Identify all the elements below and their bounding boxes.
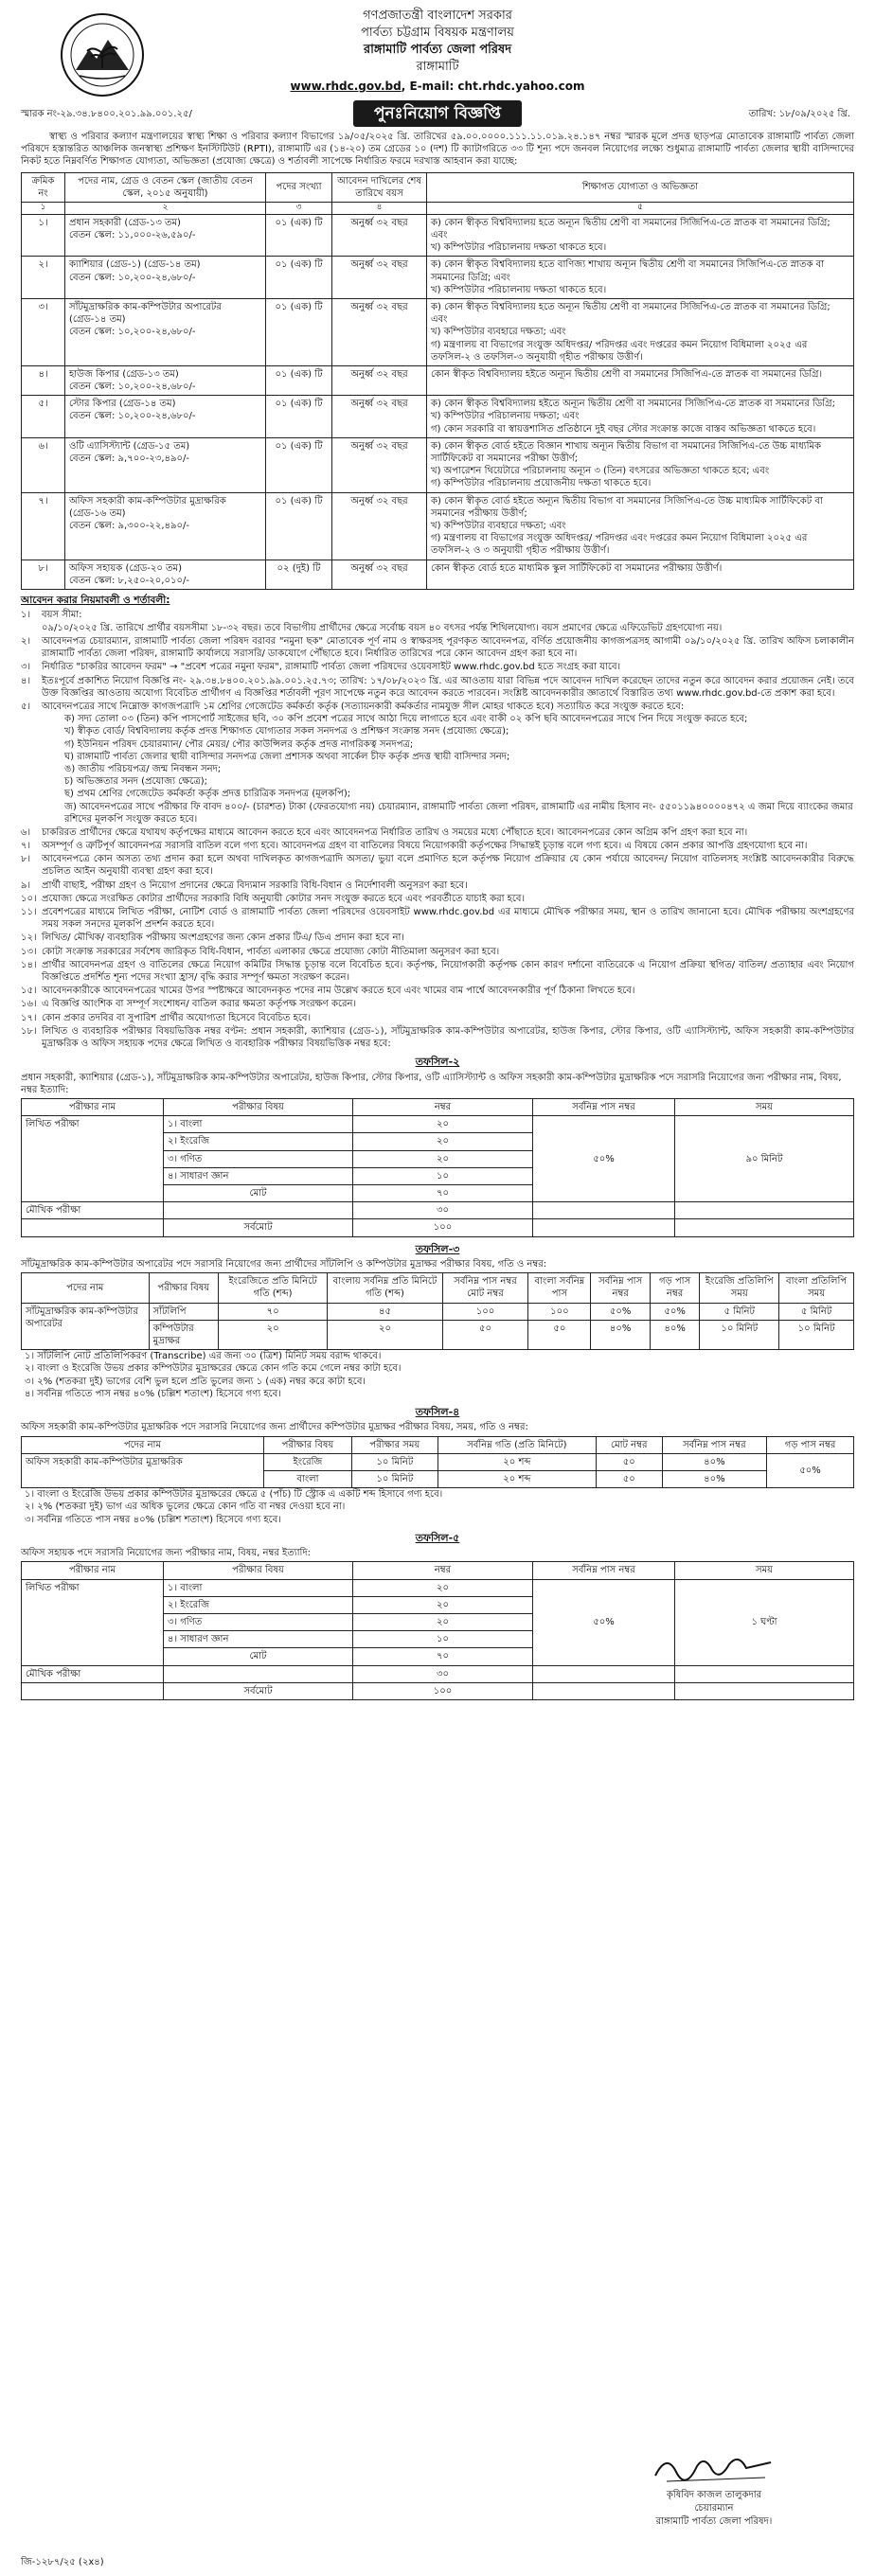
qualification-line: খ) কম্পিউটার পরিচালনায় দক্ষতা থাকতে হবে। bbox=[431, 284, 607, 295]
t2-marks: ২০ bbox=[353, 1116, 533, 1133]
rule-text: চাকরিরত প্রার্থীদের ক্ষেত্রে যথাযথ কর্তৃপক্ষের মাধ্যমে আবেদন করতে হবে এবং আবেদনপত্র নির্ধারিত তারিখ ও সময়ের মধ্যে পৌঁছাতে হবে। আবেদনপত্রের কোন অগ্রিম কপি গ্রহণ করা হবে না। bbox=[42, 826, 748, 838]
tofsil4-desc: অফিস সহকারী কাম-কম্পিউটার মুদ্রাক্ষরিক পদে সরাসরি নিয়োগের জন্য প্রার্থীদের কম্পিউটার মুদ্রাক্ষর পরীক্ষার বিষয়, সময়, গতি ও নম্বর: bbox=[21, 1422, 528, 1433]
rule-text: আবেদনপত্র চেয়ারম্যান, রাঙ্গামাটি পার্বত্য জেলা পরিষদ বরাবর "নমুনা ছক" মোতাবেক পূর্ণ নাম ও স্বাক্ষরসহ পূরণকৃত আবেদনপত্র, বর্ণিত প্রয়োজনীয় কাগজপত্রসহ আগামী ০৯/১০/২০২৫ খ্রি. তারিখ অফিস চলাকালীন রাঙ্গামাটি পার্বত্য জেলা পরিষদ, রাঙ্গামাটি কার্যালয়ে সরাসরি/ ডাকযোগে পৌঁছাতে হবে। নির্ধারিত তারিখের পরে কোন আবেদন গ্রহণ করা হবে না। bbox=[42, 636, 854, 660]
document-item: ছ) প্রথম শ্রেণির গেজেটেড কর্মকর্তা কর্তৃক প্রদত্ত চারিত্রিক সনদপত্র (মূলকপি); bbox=[64, 789, 351, 800]
col-number: ৫ bbox=[427, 202, 854, 214]
row-sl: ২। bbox=[22, 257, 65, 299]
t4-header: পরীক্ষার বিষয় bbox=[263, 1436, 351, 1453]
rule-text: প্রার্থীর আবেদনপত্র গ্রহণ ও বাতিলের ক্ষেত্রে নিয়োগ কমিটির সিদ্ধান্ত চূড়ান্ত বলে বিবেচিত হবে। কর্তৃপক্ষ, নিয়োগকারী কর্তৃপক্ষ কোন কারণ দর্শানো ব্যতিরেকে এ নিয়োগ প্রক্রিয়া স্থগিত/ বাতিল/ প্রত্যাহার এবং নিয়োগ বিজ্ঞপ্তিতে প্রদর্শিত শূন্য পদের সংখ্যা হ্রাস/ বৃদ্ধি করার সম্পূর্ণ ক্ষমতা সংরক্ষণ করেন। bbox=[42, 959, 854, 983]
rule-text: আবেদনকারীকে আবেদনপত্রের খামের উপর স্পষ্টাক্ষরে আবেদনকৃত পদের নাম উল্লেখ করতে হবে এবং খামের বাম পার্শ্বে আবেদনকারীর পূর্ণ ঠিকানা লিখতে হবে। bbox=[42, 986, 635, 997]
post-name: প্রধান সহকারী (গ্রেড-১৩ তম) bbox=[69, 217, 181, 228]
rule-number: ২। bbox=[21, 636, 31, 648]
qualification-line: ক) কোন স্বীকৃত বিশ্ববিদ্যালয় হইতে অন্যূন দ্বিতীয় শ্রেণী বা সমমানের সিজিপিএ-তে স্নাতক বা সমমানের ডিগ্রি; bbox=[431, 399, 835, 410]
post-name: অফিস সহকারী কাম-কম্পিউটার মুদ্রাক্ষরিক (গ্রেড-১৬ তম) bbox=[69, 495, 226, 519]
t2-subject: ১। বাংলা bbox=[164, 1116, 353, 1133]
t3-note: ১। সাঁটলিপি নোট প্রতিলিপিকরণ (Transcribe) এর জন্য ৩০ (ত্রিশ) মিনিট সময় বরাদ্দ থাকবে। bbox=[25, 1351, 382, 1362]
post-name: সাঁটমুদ্রাক্ষরিক কাম-কম্পিউটার অপারেটর (গ্রেড-১৪ তম) bbox=[69, 301, 222, 326]
rule-text: আবেদনপত্রে কোন অসত্য তথ্য প্রদান করা হলে অথবা দাখিলকৃত কাগজপত্রাদি অসত্য/ ভুয়া বলে প্রমাণিত হলে কর্তৃপক্ষ নিয়োগ প্রক্রিয়ার যে কোন পর্যায়ে আবেদন/ নিয়োগ বাতিলসহ সংশ্লিষ্ট আবেদনকারীর বিরুদ্ধে প্রচলিত আইন অনুযায়ী ব্যবস্থা গ্রহণ করা হবে। bbox=[42, 854, 854, 878]
row-sl: ৩। bbox=[22, 298, 65, 365]
pay-scale: বেতন স্কেল: ৯,৭০০-২৩,৪৯০/- bbox=[69, 453, 189, 464]
t3-header: ইংরেজি প্রতিলিপি সময় bbox=[700, 1273, 779, 1303]
t5-oral-marks: ৩০ bbox=[353, 1665, 533, 1682]
tofsil2-heading: তফসিল-২ bbox=[415, 1056, 460, 1069]
t3-cell: কম্পিউটার মুদ্রাক্ষর bbox=[149, 1320, 218, 1349]
tofsil2-table bbox=[21, 1098, 854, 1237]
rule-number: ১৭। bbox=[21, 1012, 37, 1023]
t5-subject: ৪। সাধারণ জ্ঞান bbox=[164, 1631, 353, 1648]
t4-cell: ৫০ bbox=[597, 1453, 663, 1470]
t2-marks: ২০ bbox=[353, 1133, 533, 1150]
row-post bbox=[65, 298, 266, 365]
rule-number: ১৬। bbox=[21, 999, 37, 1010]
row-post bbox=[65, 560, 266, 589]
signatory-office: রাঙ্গামাটি পার্বত্য জেলা পরিষদ। bbox=[655, 2516, 773, 2527]
vacancy-row bbox=[22, 257, 854, 299]
t2-marks: ১০ bbox=[353, 1167, 533, 1184]
rule-number: ১৮। bbox=[21, 1025, 37, 1037]
col-number: ৩ bbox=[266, 202, 332, 214]
document-item: ঙ) জাতীয় পরিচয়পত্র/ জন্ম নিবন্ধন সনদ; bbox=[64, 763, 222, 774]
document-item: গ) ইউনিয়ন পরিষদ চেয়ারম্যান/ পৌর মেয়র/ পৌর কাউন্সিলর কর্তৃক প্রদত্ত নাগরিকত্ব সনদপত্র; bbox=[64, 738, 414, 750]
rule-item bbox=[21, 893, 854, 905]
rule-number: ৮। bbox=[21, 854, 31, 865]
tofsil3-heading: তফসিল-৩ bbox=[415, 1242, 460, 1255]
t5-subject: ১। বাংলা bbox=[164, 1579, 353, 1596]
row-count: ০১ (এক) টি bbox=[266, 492, 332, 560]
qualification-line: গ) কোন সরকারি বা স্বায়ত্তশাসিত প্রতিষ্ঠানে দুই বছর স্টোর সংক্রান্ত কাজে বাস্তব অভিজ্ঞতা থাকতে হবে। bbox=[431, 423, 816, 435]
qualification-line: গ) কম্পিউটার পরিচালনায় প্রয়োজনীয় দক্ষতা থাকতে হবে। bbox=[431, 478, 652, 489]
city-line: রাঙ্গামাটি bbox=[416, 60, 459, 74]
t2-h4: সময় bbox=[675, 1099, 854, 1116]
tofsil5-table bbox=[21, 1561, 854, 1700]
t4-cell: ১০ মিনিট bbox=[352, 1470, 438, 1487]
rule-item bbox=[21, 701, 854, 713]
t5-oral: মৌখিক পরীক্ষা bbox=[22, 1665, 164, 1682]
t5-h0: পরীক্ষার নাম bbox=[22, 1562, 164, 1579]
rule-text: আবেদনপত্রের সাথে নিম্নোক্ত কাগজপত্রাদি ১ম শ্রেণির গেজেটেড কর্মকর্তা কর্তৃক (সত্যায়নকারী কর্মকর্তার নামযুক্ত সীল মোহর থাকতে হবে) সত্যায়িত করে সংযুক্ত করতে হবে: bbox=[42, 702, 685, 713]
rule-number: ১১। bbox=[21, 907, 37, 918]
rule-number: ১০। bbox=[21, 893, 37, 904]
rule-number: ৭। bbox=[21, 841, 31, 852]
t3-cell: ৫০ bbox=[442, 1320, 527, 1349]
pay-scale: বেতন স্কেল: ১০,২০০-২৪,৬৮০/- bbox=[69, 411, 196, 422]
qualification-line: খ) কম্পিউটার ব্যবহারে দক্ষতা; এবং bbox=[431, 520, 566, 531]
rule-item bbox=[21, 675, 854, 700]
vacancy-row bbox=[22, 298, 854, 365]
row-qualification bbox=[427, 214, 854, 257]
rule-item bbox=[21, 959, 854, 984]
pay-scale: বেতন স্কেল: ১০,২০০-২৪,৬৮০/- bbox=[69, 382, 196, 393]
t3-cell: ৫০% bbox=[591, 1303, 650, 1320]
t5-h2: নম্বর bbox=[353, 1562, 533, 1579]
t5-h1: পরীক্ষার বিষয় bbox=[164, 1562, 353, 1579]
row-count: ০১ (এক) টি bbox=[266, 437, 332, 492]
t3-header: পদের নাম bbox=[22, 1273, 150, 1303]
t3-cell: ১০ মিনিট bbox=[779, 1320, 854, 1349]
t2-oral-marks: ৩০ bbox=[353, 1202, 533, 1219]
t5-written: লিখিত পরীক্ষা bbox=[22, 1579, 164, 1665]
row-sl: ১। bbox=[22, 214, 65, 257]
tofsil3-desc: সাঁটমুদ্রাক্ষরিক কাম-কম্পিউটার অপারেটর পদে সরাসরি নিয়োগের জন্য প্রার্থীদের সাঁটলিপি ও কম্পিউটার মুদ্রাক্ষর পরীক্ষার বিষয়, গতি ও নম্বর: bbox=[21, 1259, 547, 1270]
t3-cell: ৫০% bbox=[650, 1303, 699, 1320]
row-sl: ৮। bbox=[22, 560, 65, 589]
t5-marks: ২০ bbox=[353, 1579, 533, 1596]
t4-note: ২। ২% (শতকরা দুই) ভাগ এর অধিক ভুলের ক্ষেত্রে কোন গতি বা নম্বর দেওয়া হবে না। bbox=[25, 1501, 346, 1513]
t4-header: পদের নাম bbox=[22, 1436, 264, 1453]
qualification-line: ক) কোন স্বীকৃত বিশ্ববিদ্যালয় হতে অন্যূন দ্বিতীয় শ্রেণী বা সমমানের সিজিপিএ-তে স্নাতক বা সমমানের ডিগ্রি; এবং bbox=[431, 301, 830, 326]
rule-text: নির্ধারিত "চাকরির আবেদন ফরম" → "প্রবেশ পত্রের নমুনা ফরম", রাঙ্গামাটি পার্বত্য জেলা পরিষদের ওয়েবসাইট www.rhdc.gov.bd হতে সংগ্রহ করা যাবে। bbox=[42, 662, 621, 673]
row-count: ০১ (এক) টি bbox=[266, 214, 332, 257]
rule-item bbox=[21, 622, 854, 634]
signatory-name: কৃষিবিদ কাজল তালুকদার bbox=[666, 2490, 762, 2500]
t2-h3: সর্বনিম্ন পাস নম্বর bbox=[533, 1099, 675, 1116]
rule-number: ৩। bbox=[21, 662, 31, 673]
rule-item bbox=[21, 826, 854, 839]
tofsil4-table bbox=[21, 1436, 854, 1489]
t3-cell: ১০০ bbox=[528, 1303, 591, 1320]
rule-item bbox=[21, 985, 854, 997]
qualification-line: কোন স্বীকৃত বোর্ড হতে মাধ্যমিক স্কুল সার্টিফিকেট বা সমমানের পরীক্ষায় উত্তীর্ণ। bbox=[431, 562, 723, 574]
rule-item bbox=[21, 840, 854, 852]
qualification-line: ক) কোন স্বীকৃত বোর্ড হইতে বিজ্ঞান শাখায় অন্যূন দ্বিতীয় বিভাগ বা সমমানের সিজিপিএ-তে উচ্চ মাধ্যমিক সার্টিফিকেট বা সমমানের পরীক্ষা উত্তীর্ণ; bbox=[431, 440, 821, 464]
rule-item bbox=[21, 946, 854, 958]
rule-text: লিখিত/ মৌখিক/ ব্যবহারিক পরীক্ষায় অংশগ্রহণের জন্য কোন প্রকার টিএ/ ডিএ প্রদান করা হবে না। bbox=[42, 933, 404, 944]
t3-cell: ২০ bbox=[219, 1320, 328, 1349]
pay-scale: বেতন স্কেল: ১০,২০০-২৪,৬৮০/- bbox=[69, 272, 196, 283]
document-item: চ) অভিজ্ঞতার সনদ (প্রযোজ্য ক্ষেত্রে); bbox=[64, 776, 207, 788]
row-sl: ৬। bbox=[22, 437, 65, 492]
row-qualification bbox=[427, 298, 854, 365]
tofsil5-desc: অফিস সহায়ক পদে সরাসরি নিয়োগের জন্য পরীক্ষার নাম, বিষয়, নম্বর ইত্যাদি: bbox=[21, 1548, 312, 1559]
t2-h0: পরীক্ষার নাম bbox=[22, 1099, 164, 1116]
rule-text: এ বিজ্ঞপ্তি আংশিক বা সম্পূর্ণ সংশোধন/ বাতিল করার ক্ষমতা কর্তৃপক্ষ সংরক্ষণ করেন। bbox=[42, 999, 357, 1010]
row-post bbox=[65, 257, 266, 299]
t3-header: বাংলা প্রতিলিপি সময় bbox=[779, 1273, 854, 1303]
row-qualification bbox=[427, 257, 854, 299]
t2-oral: মৌখিক পরীক্ষা bbox=[22, 1202, 164, 1219]
t4-cell: ৪০% bbox=[662, 1470, 767, 1487]
t4-cell: ২০ শব্দ bbox=[438, 1453, 596, 1470]
row-qualification bbox=[427, 437, 854, 492]
row-age: অনুর্ধ্ব ৩২ বছর bbox=[332, 492, 427, 560]
col-qualification: শিক্ষাগত যোগ্যতা ও অভিজ্ঞতা bbox=[427, 172, 854, 202]
t4-cell: ৫০ bbox=[597, 1470, 663, 1487]
t2-h2: নম্বর bbox=[353, 1099, 533, 1116]
document-item: জ) আবেদনপত্রের সাথে পরীক্ষার ফি বাবদ ৪০০/- (চারশত) টাকা (ফেরতযোগ্য নয়) চেয়ারম্যান, রাঙ্গামাটি পার্বত্য জেলা পরিষদ, রাঙ্গামাটি এর নামীয় হিসাব নং- ৫৫০১১৯৪০০০০৪৭২ এ জমা দিয়ে ব্যাংকের জমার রশিদের মূলকপি সংযুক্ত করতে হবে। bbox=[64, 801, 853, 825]
pay-scale: বেতন স্কেল: ৯,৩০০-২২,৪৯০/- bbox=[69, 520, 189, 531]
row-count: ০১ (এক) টি bbox=[266, 396, 332, 438]
row-count: ০১ (এক) টি bbox=[266, 365, 332, 395]
pay-scale: বেতন স্কেল: ১০,২০০-২৪,৬৮০/- bbox=[69, 327, 196, 338]
t3-note: ২। বাংলা ও ইংরেজি উভয় প্রকার কম্পিউটার মুদ্রাক্ষরের ক্ষেত্রে কোন গতি কমে গেলে নম্বর কাটা হবে। bbox=[25, 1363, 402, 1375]
title-row bbox=[21, 100, 854, 127]
col-number: ১ bbox=[22, 202, 65, 214]
qualification-line: কোন স্বীকৃত বিশ্ববিদ্যালয় হইতে অন্যূন দ্বিতীয় শ্রেণী বা সমমানের সিজিপিএ-তে স্নাতক বা সমমানের ডিগ্রি। bbox=[431, 368, 823, 380]
vacancy-row bbox=[22, 365, 854, 395]
t3-cell: ১০০ bbox=[442, 1303, 527, 1320]
pay-scale: বেতন স্কেল: ৮,২৫০-২০,০১০/- bbox=[69, 575, 189, 586]
t5-h4: সময় bbox=[675, 1562, 854, 1579]
t5-marks: ১০ bbox=[353, 1631, 533, 1648]
col-count: পদের সংখ্যা bbox=[266, 172, 332, 202]
rule-number: ৬। bbox=[21, 826, 31, 838]
rule-text: লিখিত ও ব্যবহারিক পরীক্ষার বিষয়ভিত্তিক নম্বর বণ্টন: প্রধান সহকারী, ক্যাশিয়ার (গ্রেড-১), সাঁটমুদ্রাক্ষরিক কাম-কম্পিউটার অপারেটর, হাউজ কিপার, স্টোর কিপার, ওটি এ্যাসিস্ট্যান্ট, অফিস সহকারী কাম-কম্পিউটার মুদ্রাক্ষরিক ও অফিস সহায়ক পদের ক্ষেত্রে লিখিত ও ব্যবহারিক পরীক্ষার বিষয়ভিত্তিক নম্বর হবে: bbox=[42, 1025, 854, 1049]
row-post bbox=[65, 492, 266, 560]
rule-item bbox=[21, 635, 854, 660]
rule-text: অসম্পূর্ণ ও ত্রুটিপূর্ণ আবেদনপত্র সরাসরি বাতিল বলে গণ্য হবে। আবেদনপত্র গ্রহণ বা বাতিলের বিষয়ে নিয়োগকারী কর্তৃপক্ষের সিদ্ধান্তই চূড়ান্ত বলে গণ্য হবে। এ বিষয়ে কোন প্রকার আপত্তি গ্রহণযোগ্য হবে না। bbox=[42, 841, 808, 852]
rule-text: প্রযোজ্য ক্ষেত্রে সংরক্ষিত কোটার প্রার্থীদের সরকারি বিধি অনুযায়ী কোটার সনদ সংযুক্ত করতে হবে এবং পরবর্তীতে যাচাই করা হবে। bbox=[42, 893, 526, 904]
vacancy-row bbox=[22, 492, 854, 560]
row-qualification bbox=[427, 365, 854, 395]
t3-header: সর্বনিম্ন পাস নম্বর মোট নম্বর bbox=[442, 1273, 527, 1303]
t3-cell: ৫ মিনিট bbox=[779, 1303, 854, 1320]
vacancy-table bbox=[21, 172, 854, 590]
rules-heading: আবেদন করার নিয়মাবলী ও শর্তাবলী: bbox=[21, 594, 170, 606]
qualification-line: খ) কম্পিউটার পরিচালনায় দক্ষতা থাকতে হবে। bbox=[431, 242, 607, 254]
rule-text: কোন প্রকার তদবির বা সুপারিশ প্রার্থীর অযোগ্যতা হিসেবে বিবেচিত হবে। bbox=[42, 1012, 312, 1023]
qualification-line: ক) কোন স্বীকৃত বোর্ড হইতে অন্যূন দ্বিতীয় বিভাগ বা সমমানের সিজিপিএ-তে উচ্চ মাধ্যমিক সার্টিফিকেট বা সমমানের পরীক্ষায় উত্তীর্ণ; bbox=[431, 495, 823, 519]
footer-ref: জি-১২৮৭/২৫ (২x৪) bbox=[21, 2557, 104, 2567]
rule-number: ১। bbox=[21, 609, 31, 620]
t2-subject: ২। ইংরেজি bbox=[164, 1133, 353, 1150]
t4-header: সর্বনিম্ন পাস নম্বর bbox=[662, 1436, 767, 1453]
t3-note: ৪। সর্বনিম্ন গতিতে পাস নম্বর ৪০% (চল্লিশ শতাংশ) হিসেবে গণ্য হবে। bbox=[25, 1388, 281, 1399]
t5-total-label: মোট bbox=[164, 1648, 353, 1665]
rule-number bbox=[21, 622, 42, 634]
row-age: অনুর্ধ্ব ৩২ বছর bbox=[332, 437, 427, 492]
govt-line: গণপ্রজাতন্ত্রী বাংলাদেশ সরকার bbox=[363, 9, 512, 23]
t4-cell: ২০ শব্দ bbox=[438, 1470, 596, 1487]
contact-line bbox=[21, 80, 854, 95]
rule-text: ০৯/১০/২০২৫ খ্রি. তারিখে প্রার্থীর বয়সসীমা ১৮-৩২ বছর। তবে বিভাগীয় প্রার্থীদের ক্ষেত্রে সর্বোচ্চ বয়স ৪০ বৎসর পর্যন্ত শিথিলযোগ্য। বয়স প্রমাণের ক্ষেত্রে এফিডেভিট গ্রহণযোগ্য নয়। bbox=[42, 622, 723, 633]
tofsil2-desc: প্রধান সহকারী, ক্যাশিয়ার (গ্রেড-১), সাঁটমুদ্রাক্ষরিক কাম-কম্পিউটার অপারেটর, হাউজ কিপার, স্টোর কিপার, ওটি এ্যাসিস্ট্যান্ট ও অফিস সহকারী কাম-কম্পিউটার মুদ্রাক্ষরিক পদে সরাসরি নিয়োগের জন্য পরীক্ষার নাম, বিষয়, নম্বর ইত্যাদি: bbox=[21, 1072, 842, 1095]
row-sl: ৭। bbox=[22, 492, 65, 560]
t4-avg: ৫০% bbox=[767, 1453, 854, 1487]
vacancy-row bbox=[22, 437, 854, 492]
t2-h1: পরীক্ষার বিষয় bbox=[164, 1099, 353, 1116]
qualification-line: খ) কম্পিউটার পরিচালনায় দক্ষতা; এবং bbox=[431, 411, 580, 422]
t4-cell: বাংলা bbox=[263, 1470, 351, 1487]
vacancy-row bbox=[22, 396, 854, 438]
t5-time: ১ ঘণ্টা bbox=[675, 1579, 854, 1665]
row-qualification bbox=[427, 492, 854, 560]
rule-text: কোটা সংক্রান্ত সরকারের সর্বশেষ জারিকৃত বিধি-বিধান, পার্বত্য এলাকার ক্ষেত্রে প্রযোজ্য কোটা নীতিমালা অনুসরণ করা হবে। bbox=[42, 946, 500, 957]
qualification-line: খ) অপারেশন থিয়েটারে পরিচালনায় অন্যূন ৩ (তিন) বৎসরের অভিজ্ঞতা থাকতে হবে; এবং bbox=[431, 466, 770, 477]
col-sl: ক্রমিক নং bbox=[22, 172, 65, 202]
rule-text: ইতঃপূর্বে প্রকাশিত নিয়োগ বিজ্ঞপ্তি নং- ২৯.৩৪.৮৪০০.২০১.৯৯.০০১.২৫.৭৩; তারিখ: ১৭/০৮/২০২৩ খ্রি. এর আওতায় যারা বিভিন্ন পদে আবেদন দাখিল করেছেন তাদের নতুন করে আবেদন করার প্রয়োজন নেই। তবে উক্ত বিজ্ঞপ্তির আওতায় অযোগ্য বিবেচিত প্রার্থীগণ এ বিজ্ঞপ্তির শর্তাবলী পূরণ সাপেক্ষে নতুন করে আবেদন করতে পারবেন। সংশ্লিষ্ট আবেদনকারীর জ্ঞাতার্থে বিস্তারিত তথ্য www.rhdc.gov.bd-তে প্রকাশ করা হবে। bbox=[42, 675, 854, 699]
row-qualification bbox=[427, 396, 854, 438]
tofsil3-table bbox=[21, 1272, 854, 1350]
website-link[interactable]: www.rhdc.gov.bd bbox=[290, 80, 402, 93]
t3-header: বাংলা সর্বনিম্ন পাস bbox=[528, 1273, 591, 1303]
row-age: অনুর্ধ্ব ৩২ বছর bbox=[332, 214, 427, 257]
signatory-title: চেয়ারম্যান bbox=[694, 2503, 734, 2514]
t5-grand: ১০০ bbox=[353, 1682, 533, 1699]
row-count: ০১ (এক) টি bbox=[266, 298, 332, 365]
t3-cell: ৪৫ bbox=[328, 1303, 443, 1320]
row-count: ০১ (এক) টি bbox=[266, 257, 332, 299]
row-post bbox=[65, 214, 266, 257]
rule-text: প্রার্থী বাছাই, পরীক্ষা গ্রহণ ও নিয়োগ প্রদানের ক্ষেত্রে বিদ্যমান সরকারি বিধি-বিধান ও নির্দেশাবলী অনুসরণ করা হবে। bbox=[42, 879, 468, 891]
t5-grand-label: সর্বমোট bbox=[164, 1682, 353, 1699]
row-age: অনুর্ধ্ব ৩২ বছর bbox=[332, 396, 427, 438]
t4-header: গড় পাস নম্বর bbox=[767, 1436, 854, 1453]
col-age: আবেদন দাখিলের শেষ তারিখে বয়স bbox=[332, 172, 427, 202]
vacancy-row bbox=[22, 214, 854, 257]
t3-cell: ২০ bbox=[328, 1320, 443, 1349]
t3-cell: ৪০% bbox=[650, 1320, 699, 1349]
t3-cell: ৫০ bbox=[528, 1320, 591, 1349]
t2-grand: ১০০ bbox=[353, 1219, 533, 1236]
t3-note: ৩। ২% (শতকরা দুই) ভাগের বেশি ভুল হলে প্রতি ভুলের জন্য ১ (এক) নম্বর করে কাটা হবে। bbox=[25, 1376, 366, 1387]
signature-block bbox=[610, 2447, 818, 2529]
t4-cell: ইংরেজি bbox=[263, 1453, 351, 1470]
row-qualification bbox=[427, 560, 854, 589]
notice-title: পুনঃনিয়োগ বিজ্ঞপ্তি bbox=[353, 100, 522, 127]
t3-header: ইংরেজিতে প্রতি মিনিটে গতি (শব্দ) bbox=[219, 1273, 328, 1303]
t5-marks: ২০ bbox=[353, 1613, 533, 1630]
document-item: খ) স্বীকৃত বোর্ড/ বিশ্ববিদ্যালয় কর্তৃক প্রদত্ত শিক্ষাগত যোগ্যতার সকল সনদপত্র ও প্রশিক্ষণ সংক্রান্ত সনদ (প্রযোজ্য ক্ষেত্রে); bbox=[64, 726, 509, 737]
row-post bbox=[65, 437, 266, 492]
district-council-logo bbox=[59, 11, 146, 98]
qualification-line: খ) কম্পিউটার ব্যবহারে দক্ষতা; এবং bbox=[431, 327, 566, 338]
rule-item bbox=[21, 932, 854, 944]
rule-number: ৫। bbox=[21, 702, 31, 713]
t2-total: ৭০ bbox=[353, 1184, 533, 1201]
document-item: ঘ) রাঙ্গামাটি পার্বত্য জেলার স্থায়ী বাসিন্দার সনদপত্র জেলা প্রশাসক অথবা সার্কেল চীফ কর্তৃক প্রদত্ত স্থায়ী বাসিন্দার সনদ; bbox=[64, 751, 510, 762]
t3-header: পরীক্ষার বিষয় bbox=[149, 1273, 218, 1303]
row-count: ০২ (দুই) টি bbox=[266, 560, 332, 589]
t5-subject: ২। ইংরেজি bbox=[164, 1596, 353, 1613]
t3-cell: সাঁটলিপি bbox=[149, 1303, 218, 1320]
rule-item bbox=[21, 1012, 854, 1024]
t3-cell: ৪০% bbox=[591, 1320, 650, 1349]
t4-header: মোট নম্বর bbox=[597, 1436, 663, 1453]
rule-item bbox=[21, 998, 854, 1010]
t2-subject: ৩। গণিত bbox=[164, 1150, 353, 1167]
col-number: ২ bbox=[65, 202, 266, 214]
ministry-line: পার্বত্য চট্টগ্রাম বিষয়ক মন্ত্রণালয় bbox=[361, 26, 514, 40]
document-item: ক) সদ্য তোলা ০৩ (তিন) কপি পাসপোর্ট সাইজের ছবি, ৩০ কপি প্রবেশ পত্রের সাথে আঠা দিয়ে লাগাতে হবে এবং বাকী ০২ কপি ছবি আবেদনপত্রের সাথে পিন দিয়ে সংযুক্ত করতে হবে; bbox=[64, 714, 748, 725]
email-text: , E-mail: cht.rhdc.yahoo.com bbox=[401, 80, 585, 93]
t3-header: বাংলায় সর্বনিম্ন প্রতি মিনিটে গতি (শব্দ) bbox=[328, 1273, 443, 1303]
t2-grand-label: সর্বমোট bbox=[164, 1219, 353, 1236]
col-number: ৪ bbox=[332, 202, 427, 214]
intro-paragraph: স্বাস্থ্য ও পরিবার কল্যাণ মন্ত্রণালয়ের স্বাস্থ্য শিক্ষা ও পরিবার কল্যাণ বিভাগের ১৯/০৫/২০২৫ খ্রি. তারিখের ৫৯.০০.০০০০.১১১.১১.০১৯.২৪.১৪৭ নম্বর স্মারক মূলে প্রদত্ত ছাড়পত্র মোতাবেক রাঙ্গামাটি পার্বত্য জেলা পরিষদে হস্তান্তরিত আঞ্চলিক জনস্বাস্থ্য প্রশিক্ষণ ইনস্টিটিউট (RPTI), রাঙ্গামাটি এর (১৪-২০) তম গ্রেডের ১০ (দশ) টি ক্যাটাগরিতে ৩৩ টি শূন্য পদে জনবল নিয়োগের লক্ষ্যে শুধুমাত্র রাঙ্গামাটি পার্বত্য জেলার স্থায়ী বাসিন্দাদের নিকট হতে নিম্নবর্ণিত শিক্ষাগত যোগ্যতা, অভিজ্ঞতা (প্রযোজ্য ক্ষেত্রে) ও শর্তাবলী সাপেক্ষে নির্ধারিত ফরমে দরখাস্ত আহবান করা যাচ্ছে: bbox=[21, 132, 854, 168]
t4-note: ৩। সর্বনিম্ন গতিতে পাস নম্বর ৪০% (চল্লিশ শতাংশ) হিসেবে গণ্য হবে। bbox=[25, 1514, 281, 1525]
t2-subject: ৪। সাধারণ জ্ঞান bbox=[164, 1167, 353, 1184]
t2-pass: ৫০% bbox=[533, 1116, 675, 1202]
rule-text: প্রবেশপত্রের মাধ্যমে লিখিত পরীক্ষা, নোটিশ বোর্ড ও রাঙ্গামাটি পার্বত্য জেলা পরিষদের ওয়েবসাইট www.rhdc.gov.bd এর মাধ্যমে মৌখিক পরীক্ষার সময়, স্থান ও তারিখ জানানো হবে। মৌখিক পরীক্ষায় অংশগ্রহণের সময় সকল সনদের মূলকপি প্রদর্শন করতে হবে। bbox=[42, 907, 854, 931]
qualification-line: গ) মন্ত্রণালয় বা বিভাগের সংযুক্ত অধিদপ্তর/ পরিদপ্তর এবং দপ্তরের কমন নিয়োগ বিধিমালা ২০২৫ এর তফসিল-২ ও তফসিল-৩ অনুযায়ী গৃহীত পরীক্ষায় উত্তীর্ণ। bbox=[431, 339, 808, 363]
post-name: অফিস সহায়ক (গ্রেড-২০ তম) bbox=[69, 562, 182, 574]
post-name: ক্যাশিয়ার (গ্রেড-১) (গ্রেড-১৪ তম) bbox=[69, 259, 201, 271]
notice-date: তারিখ: ১৮/০৯/২০২৫ খ্রি. bbox=[748, 108, 850, 119]
t4-post: অফিস সহকারী কাম-কম্পিউটার মুদ্রাক্ষরিক bbox=[22, 1453, 264, 1487]
qualification-line: ক) কোন স্বীকৃত বিশ্ববিদ্যালয় হতে বাণিজ্য শাখায় অন্যূন দ্বিতীয় শ্রেণী বা সমমানের সিজিপিএ-তে স্নাতক বা সমমানের ডিগ্রি; এবং bbox=[431, 259, 825, 283]
t4-cell: ১০ মিনিট bbox=[352, 1453, 438, 1470]
post-name: ওটি এ্যাসিস্ট্যান্ট (গ্রেড-১৫ তম) bbox=[69, 440, 190, 452]
t5-subject: ৩। গণিত bbox=[164, 1613, 353, 1630]
row-age: অনুর্ধ্ব ৩২ বছর bbox=[332, 560, 427, 589]
rule-text: বয়স সীমা: bbox=[42, 609, 82, 620]
rule-item bbox=[21, 661, 854, 673]
rule-number: ৪। bbox=[21, 675, 31, 686]
rule-item bbox=[21, 906, 854, 931]
t5-marks: ২০ bbox=[353, 1596, 533, 1613]
row-age: অনুর্ধ্ব ৩২ বছর bbox=[332, 257, 427, 299]
rule-item bbox=[21, 879, 854, 892]
row-sl: ৪। bbox=[22, 365, 65, 395]
t3-header: সর্বনিম্ন পাস নম্বর bbox=[591, 1273, 650, 1303]
pay-scale: বেতন স্কেল: ১১,০০০-২৬,৫৯০/- bbox=[69, 230, 196, 240]
tofsil4-heading: তফসিল-৪ bbox=[415, 1405, 460, 1418]
rule-number: ১৩। bbox=[21, 946, 37, 957]
rule-item bbox=[21, 853, 854, 878]
t2-written: লিখিত পরীক্ষা bbox=[22, 1116, 164, 1202]
t5-h3: সর্বনিম্ন পাস নম্বর bbox=[533, 1562, 675, 1579]
rule-item bbox=[21, 1025, 854, 1050]
t4-cell: ৪০% bbox=[662, 1453, 767, 1470]
t5-total: ৭০ bbox=[353, 1648, 533, 1665]
rule-number: ১২। bbox=[21, 933, 37, 944]
row-post bbox=[65, 365, 266, 395]
row-age: অনুর্ধ্ব ৩২ বছর bbox=[332, 298, 427, 365]
col-post: পদের নাম, গ্রেড ও বেতন স্কেল (জাতীয় বেতন স্কেল, ২০১৫ অনুযায়ী) bbox=[65, 172, 266, 202]
t3-cell: ১০ মিনিট bbox=[700, 1320, 779, 1349]
t4-header: পরীক্ষার সময় bbox=[352, 1436, 438, 1453]
row-post bbox=[65, 396, 266, 438]
signature-scribble bbox=[648, 2447, 780, 2489]
t4-header: সর্বনিম্ন গতি (প্রতি মিনিটে) bbox=[438, 1436, 596, 1453]
rule-item bbox=[21, 609, 854, 621]
rule-number: ১৫। bbox=[21, 986, 37, 997]
t2-total-label: মোট bbox=[164, 1184, 353, 1201]
t2-time: ৯০ মিনিট bbox=[675, 1116, 854, 1202]
t5-pass: ৫০% bbox=[533, 1579, 675, 1665]
rule-number: ৯। bbox=[21, 879, 31, 891]
t3-header: গড় পাস নম্বর bbox=[650, 1273, 699, 1303]
qualification-line: গ) মন্ত্রণালয় বা বিভাগের সংযুক্ত অধিদপ্তর/ পরিদপ্তর এবং দপ্তরের কমন নিয়োগ বিধিমালা ২০২৫ এর তফসিল-২ ও ৩ অনুযায়ী গৃহীত পরীক্ষায় উত্তীর্ণ। bbox=[431, 533, 808, 557]
t3-cell: ৭০ bbox=[219, 1303, 328, 1320]
row-sl: ৫। bbox=[22, 396, 65, 438]
t3-cell: ৫ মিনিট bbox=[700, 1303, 779, 1320]
post-name: হাউজ কিপার (গ্রেড-১৩ তম) bbox=[69, 368, 179, 380]
vacancy-row bbox=[22, 560, 854, 589]
qualification-line: ক) কোন স্বীকৃত বিশ্ববিদ্যালয় হতে অন্যূন দ্বিতীয় শ্রেণী বা সমমানের সিজিপিএ-তে স্নাতক বা সমমানের ডিগ্রি; এবং bbox=[431, 217, 830, 240]
post-name: স্টোর কিপার (গ্রেড-১৪ তম) bbox=[69, 399, 176, 410]
council-line: রাঙ্গামাটি পার্বত্য জেলা পরিষদ bbox=[363, 43, 512, 57]
tofsil5-heading: তফসিল-৫ bbox=[415, 1531, 460, 1544]
rule-number: ১৪। bbox=[21, 959, 37, 970]
row-age: অনুর্ধ্ব ৩২ বছর bbox=[332, 365, 427, 395]
t4-note: ১। বাংলা ও ইংরেজি উভয় প্রকার কম্পিউটার মুদ্রাক্ষরের ক্ষেত্রে ৫ (পাঁচ) টি স্ট্রোক এ একটি শব্দ হিসাবে গণ্য হবে। bbox=[25, 1489, 443, 1501]
t3-post: সাঁটমুদ্রাক্ষরিক কাম-কম্পিউটার অপারেটর bbox=[22, 1303, 150, 1350]
memo-number: স্মারক নং-২৯.৩৪.৮৪০০.২০১.৯৯.০০১.২৫/ bbox=[21, 108, 192, 119]
header bbox=[21, 8, 854, 129]
t2-marks: ২০ bbox=[353, 1150, 533, 1167]
